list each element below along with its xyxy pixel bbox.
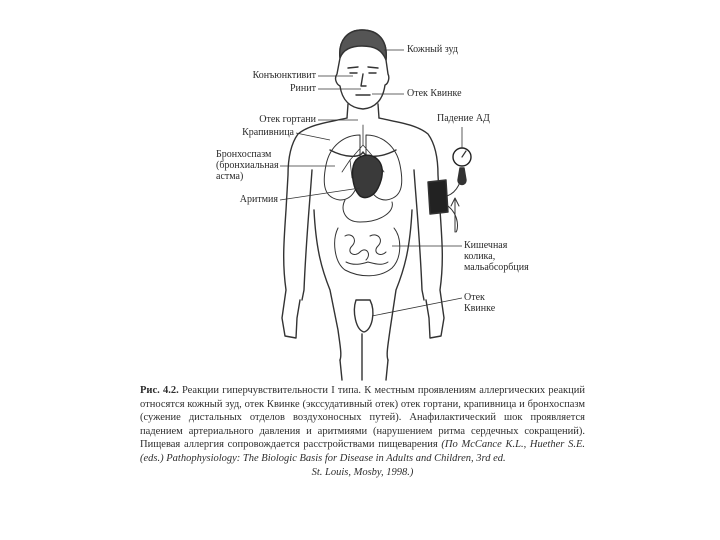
- label-intestinal-colic: Кишечная колика, мальабсорбция: [464, 240, 529, 273]
- label-bronchospasm: Бронхоспазм (бронхиальная астма): [216, 149, 279, 182]
- figure-caption: [140, 384, 585, 479]
- bp-bulb: [458, 168, 466, 185]
- legs: [340, 334, 388, 380]
- label-conjunctivitis: Конъюнктивит: [252, 70, 316, 81]
- torso-outline: [282, 118, 444, 338]
- label-skin-itch: Кожный зуд: [407, 44, 458, 55]
- inner-arm-right: [414, 170, 424, 300]
- label-arrhythmia: Аритмия: [239, 194, 278, 205]
- caption-text: Реакции гиперчувствительности I типа. К местным проявлениям аллергических реакций относятся кожный зуд, отек Квинке (экссудативный отек) отек гортани, крапивница и бронхоспазм (сужение дистальных отделов воздухоносных путей). Анафилактический шок проявляется падением артериального давления и аритмиями (нарушением ритма сердечных сокращений). Пищевая аллергия сопровождается расстройствами пищеварения: [140, 385, 585, 451]
- eyebrows: [348, 67, 378, 68]
- label-angioedema-genital: Отек Квинке: [464, 292, 496, 314]
- intestines: [335, 228, 400, 276]
- leader-urticaria: [296, 133, 330, 140]
- label-bp-drop: Падение АД: [437, 113, 490, 124]
- label-laryngeal-edema: Отек гортани: [259, 114, 316, 125]
- caption-citation-end: St. Louis, Mosby, 1998.): [311, 466, 414, 478]
- caption-citation: (По McCance K.L., Huether S.E. (eds.) Pathophysiology: The Biologic Basis for Disease in Adults and Children, 3rd ed.: [140, 439, 586, 464]
- stomach: [343, 200, 392, 222]
- label-rhinitis: Ринит: [290, 83, 316, 94]
- hair: [340, 30, 387, 60]
- leader-angioedema-genital: [372, 298, 462, 316]
- genital: [354, 300, 372, 332]
- inner-arm-left: [302, 170, 312, 300]
- heart: [353, 155, 383, 197]
- bp-cuff: [428, 180, 448, 214]
- label-urticaria: Крапивница: [242, 127, 294, 138]
- label-angioedema-face: Отек Квинке: [407, 88, 462, 99]
- caption-body: [140, 384, 585, 479]
- caption-prefix: Рис. 4.2.: [140, 385, 179, 396]
- nose: [361, 74, 366, 86]
